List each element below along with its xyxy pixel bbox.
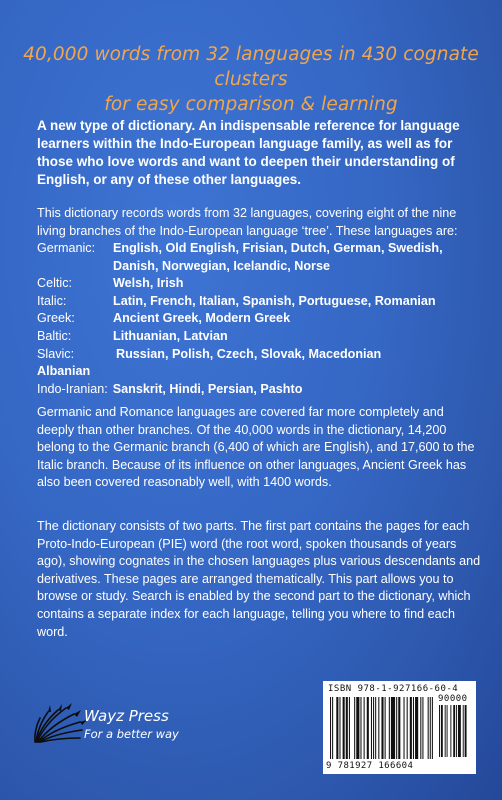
language-list: Welsh, Irish	[113, 276, 184, 291]
coverage-paragraph: Germanic and Romance languages are covered far more completely and deeply than other branches. Of the 40,000 words in the dictionary, 14,200 belong to the Germanic branch (6,400 of which are English), and 17,600 to the Italic branch. Because of its influence on other languages, Ancient Greek has also been covered reasonably well, with 1400 words.	[37, 405, 475, 490]
intro-paragraph: A new type of dictionary. An indispensable reference for language learners within the Indo-European language family, as well as for those who love words and want to deepen their understanding of English, or any of these other languages.	[37, 118, 460, 187]
language-list: Ancient Greek, Modern Greek	[113, 311, 291, 326]
structure-paragraph: The dictionary consists of two parts. The first part contains the pages for each Proto-Indo-European (PIE) word (the root word, spoken thousands of years ago), showing cognates in the chosen languages plus various descendants and derivatives. These pages are arranged thematically. This part allows you to browse or study. Search is enabled by the second part to the dictionary, which contains a separate index for each language, telling you where to find each word.	[37, 519, 481, 639]
price-code: 90000	[438, 694, 468, 704]
language-table	[37, 240, 487, 398]
language-list: English, Old English, Frisian, Dutch, German, Swedish, Danish, Norwegian, Icelandic, Norse	[113, 241, 443, 273]
language-row-slavic	[37, 346, 487, 364]
language-list: Albanian	[37, 364, 91, 379]
publisher-tagline: For a better way	[84, 727, 179, 741]
language-row-greek	[37, 310, 487, 328]
language-list: Russian, Polish, Czech, Slovak, Macedonian	[116, 346, 382, 361]
language-group-label: Indo-Iranian:	[37, 381, 108, 396]
ean-digits: 9 781927 166604	[326, 761, 414, 771]
isbn-number: ISBN 978-1-927166-60-4	[328, 684, 459, 694]
language-row-celtic	[37, 275, 487, 293]
languages-intro-paragraph: This dictionary records words from 32 languages, covering eight of the nine living branches of the Indo-European language ‘tree’. These languages are:	[37, 206, 458, 238]
language-row-albanian	[37, 363, 487, 381]
language-row-germanic	[37, 240, 487, 275]
tagline-line-2: for easy comparison & learning	[104, 94, 398, 115]
language-group-label: Celtic:	[37, 276, 72, 291]
language-list: Latin, French, Italian, Spanish, Portuguese, Romanian	[113, 293, 436, 308]
language-list: Sanskrit, Hindi, Persian, Pashto	[112, 381, 303, 396]
publisher-name: Wayz Press	[84, 707, 169, 725]
language-group-label: Germanic:	[37, 241, 96, 255]
publisher-logo-icon	[32, 696, 92, 744]
ean-barcode-bars	[330, 697, 434, 759]
isbn-barcode	[323, 681, 476, 774]
language-list: Lithuanian, Latvian	[113, 328, 228, 343]
language-row-italic	[37, 293, 487, 311]
tagline	[0, 42, 502, 117]
language-row-baltic	[37, 328, 487, 346]
language-group-label: Italic:	[37, 293, 67, 308]
language-group-label: Slavic:	[37, 346, 75, 361]
language-group-label: Baltic:	[37, 328, 72, 343]
tagline-line-1: 40,000 words from 32 languages in 430 cognate clusters	[23, 44, 479, 90]
language-group-label: Greek:	[37, 311, 75, 326]
price-addon-bars	[439, 705, 471, 757]
language-row-indo-iranian	[37, 381, 487, 399]
